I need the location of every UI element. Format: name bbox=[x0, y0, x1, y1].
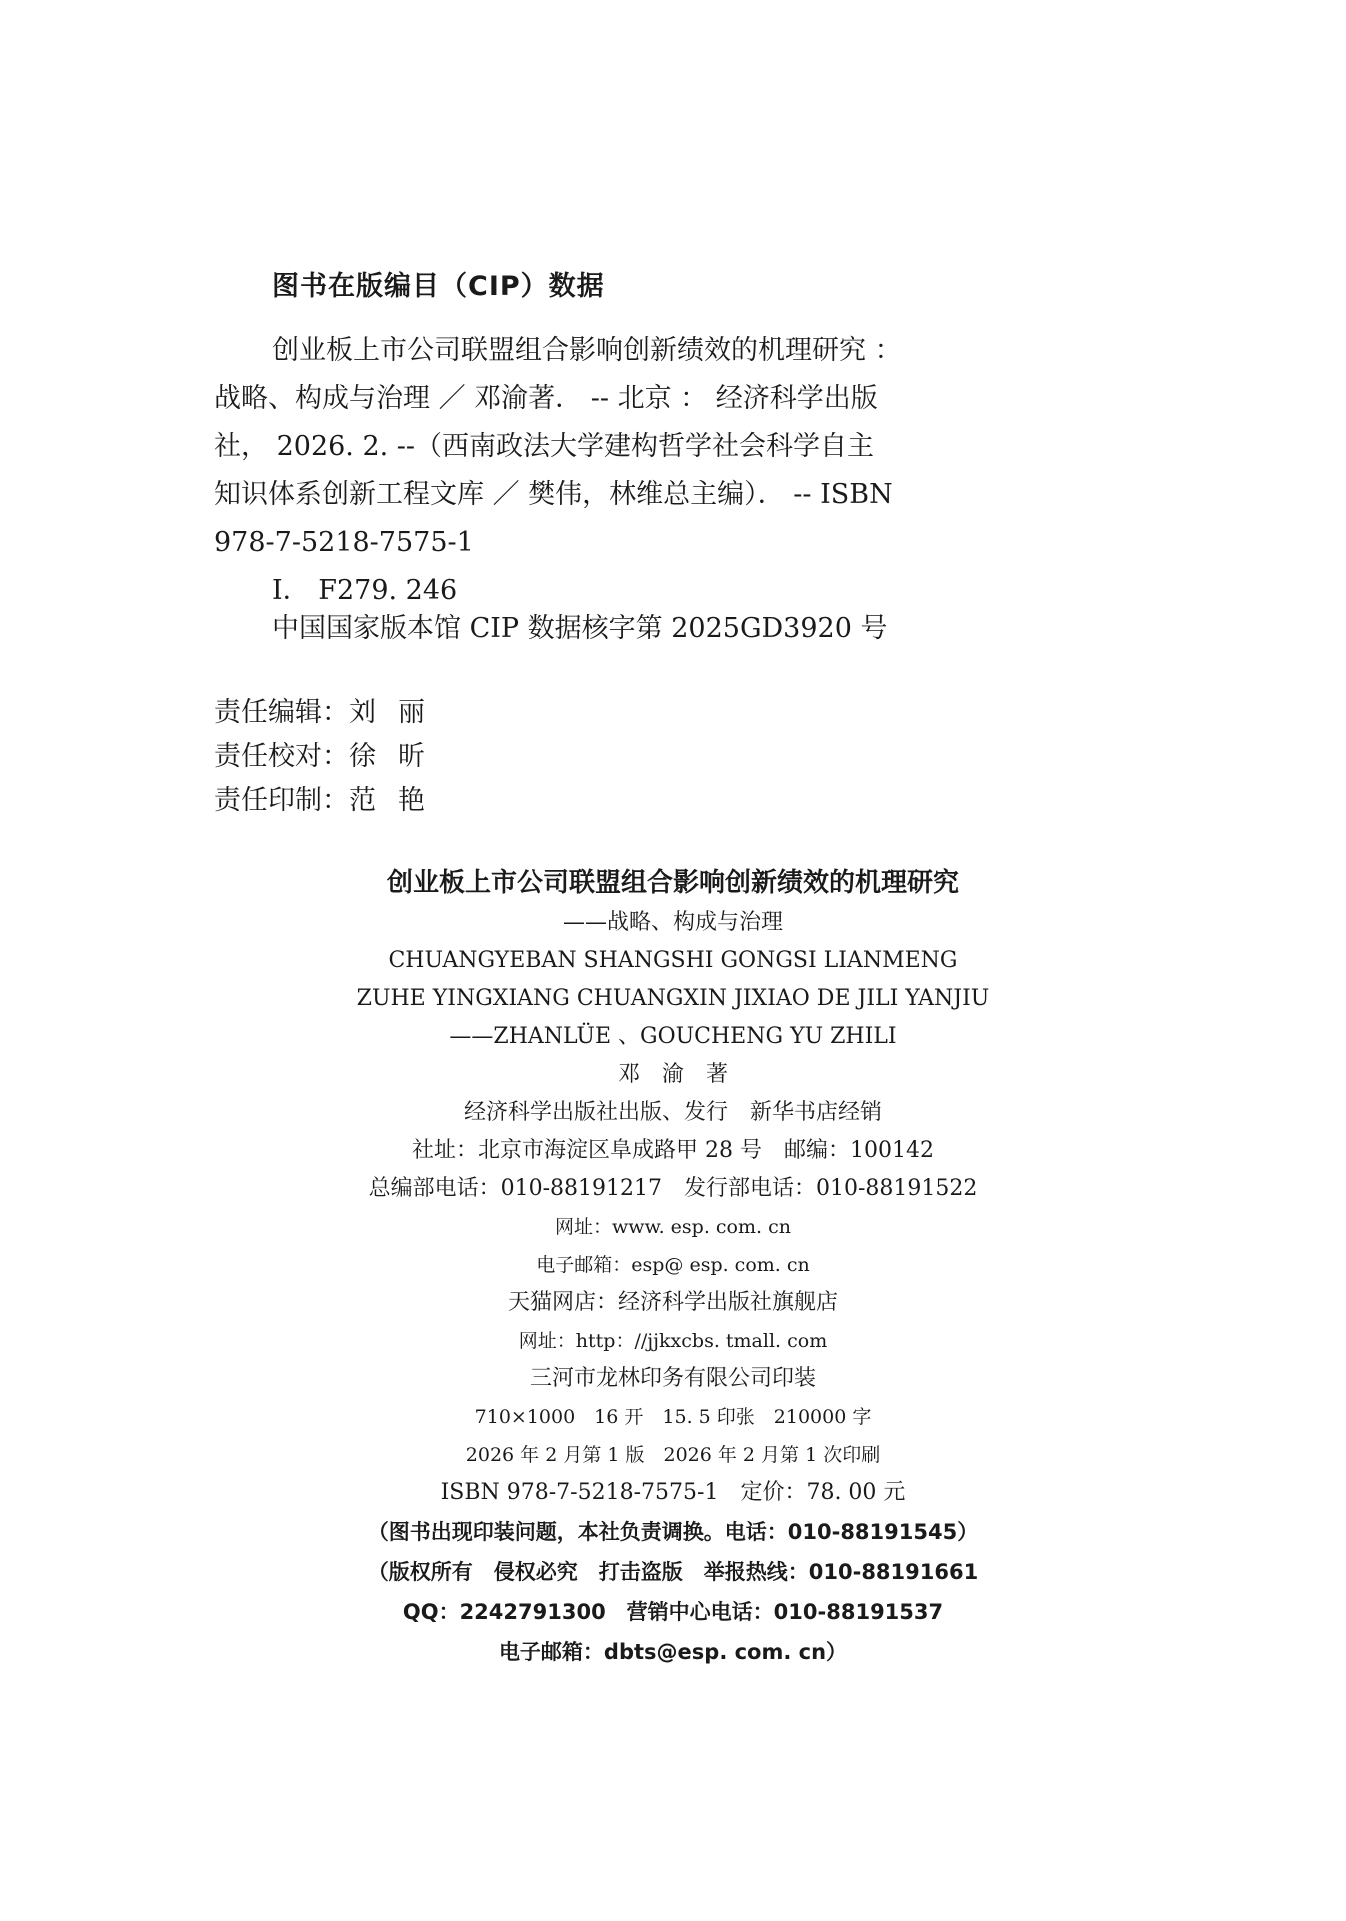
staff-list bbox=[214, 691, 447, 823]
publisher-line: 经济科学出版社出版、发行 新华书店经销 bbox=[463, 1100, 882, 1125]
email-line: 电子邮箱：esp@ esp. com. cn bbox=[536, 1254, 810, 1276]
pinyin-title-line: CHUANGYEBAN SHANGSHI GONGSI LIANMENG bbox=[388, 948, 958, 973]
book-title: 创业板上市公司联盟组合影响创新绩效的机理研究 bbox=[386, 868, 959, 898]
author: 邓渝著 bbox=[617, 1062, 750, 1087]
staff-role: 责任编辑： bbox=[214, 697, 349, 728]
cip-line: 知识体系创新工程文库 ／ 樊伟，林维总主编）． -- ISBN bbox=[214, 479, 893, 510]
cip-heading: 图书在版编目（CIP）数据 bbox=[272, 271, 605, 302]
cip-line: 战略、构成与治理 ／ 邓渝著． -- 北京 ： 经济科学出版 bbox=[214, 383, 878, 414]
staff-row bbox=[214, 779, 447, 823]
printer-line: 三河市龙林印务有限公司印装 bbox=[529, 1366, 816, 1391]
cip-record-number: 中国国家版本馆 CIP 数据核字第 2025GD3920 号 bbox=[272, 613, 888, 644]
cip-line: 社， 2026. 2. --（西南政法大学建构哲学社会科学自主 bbox=[214, 431, 875, 462]
staff-row bbox=[214, 691, 447, 735]
staff-name: 徐昕 bbox=[349, 741, 447, 772]
staff-role: 责任印制： bbox=[214, 785, 349, 816]
cip-line: 978-7-5218-7575-1 bbox=[214, 527, 474, 558]
phone-line: 总编部电话：010-88191217 发行部电话：010-88191522 bbox=[368, 1176, 978, 1201]
address-line: 社址：北京市海淀区阜成路甲 28 号 邮编：100142 bbox=[412, 1138, 934, 1163]
isbn-price-line: ISBN 978-7-5218-7575-1 定价：78. 00 元 bbox=[440, 1480, 906, 1505]
staff-row bbox=[214, 735, 447, 779]
staff-name: 范艳 bbox=[349, 785, 447, 816]
notice-line: （图书出现印装问题，本社负责调换。电话：010-88191545） bbox=[367, 1520, 979, 1544]
pinyin-subtitle-line: ——ZHANLÜE 、GOUCHENG YU ZHILI bbox=[449, 1024, 897, 1049]
edition-line: 2026 年 2 月第 1 版 2026 年 2 月第 1 次印刷 bbox=[465, 1444, 881, 1466]
notice-line: QQ：2242791300 营销中心电话：010-88191537 bbox=[402, 1600, 944, 1624]
book-subtitle: ——战略、构成与治理 bbox=[562, 910, 783, 935]
cip-line: 创业板上市公司联盟组合影响创新绩效的机理研究 ： bbox=[272, 335, 902, 366]
cip-classification: Ⅰ． F279. 246 bbox=[272, 575, 458, 606]
staff-role: 责任校对： bbox=[214, 741, 349, 772]
format-line: 710×1000 16 开 15. 5 印张 210000 字 bbox=[474, 1406, 872, 1428]
colophon bbox=[0, 862, 1346, 1672]
cip-record bbox=[214, 327, 954, 615]
tmall-store-line: 天猫网店：经济科学出版社旗舰店 bbox=[507, 1290, 838, 1315]
staff-name: 刘丽 bbox=[349, 697, 447, 728]
tmall-url-line: 网址：http：//jjkxcbs. tmall. com bbox=[518, 1330, 828, 1352]
notice-line: （版权所有 侵权必究 打击盗版 举报热线：010-88191661 bbox=[367, 1560, 979, 1584]
pinyin-title-line: ZUHE YINGXIANG CHUANGXIN JIXIAO DE JILI YANJIU bbox=[356, 986, 990, 1011]
website-line: 网址：www. esp. com. cn bbox=[555, 1216, 791, 1238]
notice-line: 电子邮箱：dbts@esp. com. cn） bbox=[498, 1640, 848, 1664]
